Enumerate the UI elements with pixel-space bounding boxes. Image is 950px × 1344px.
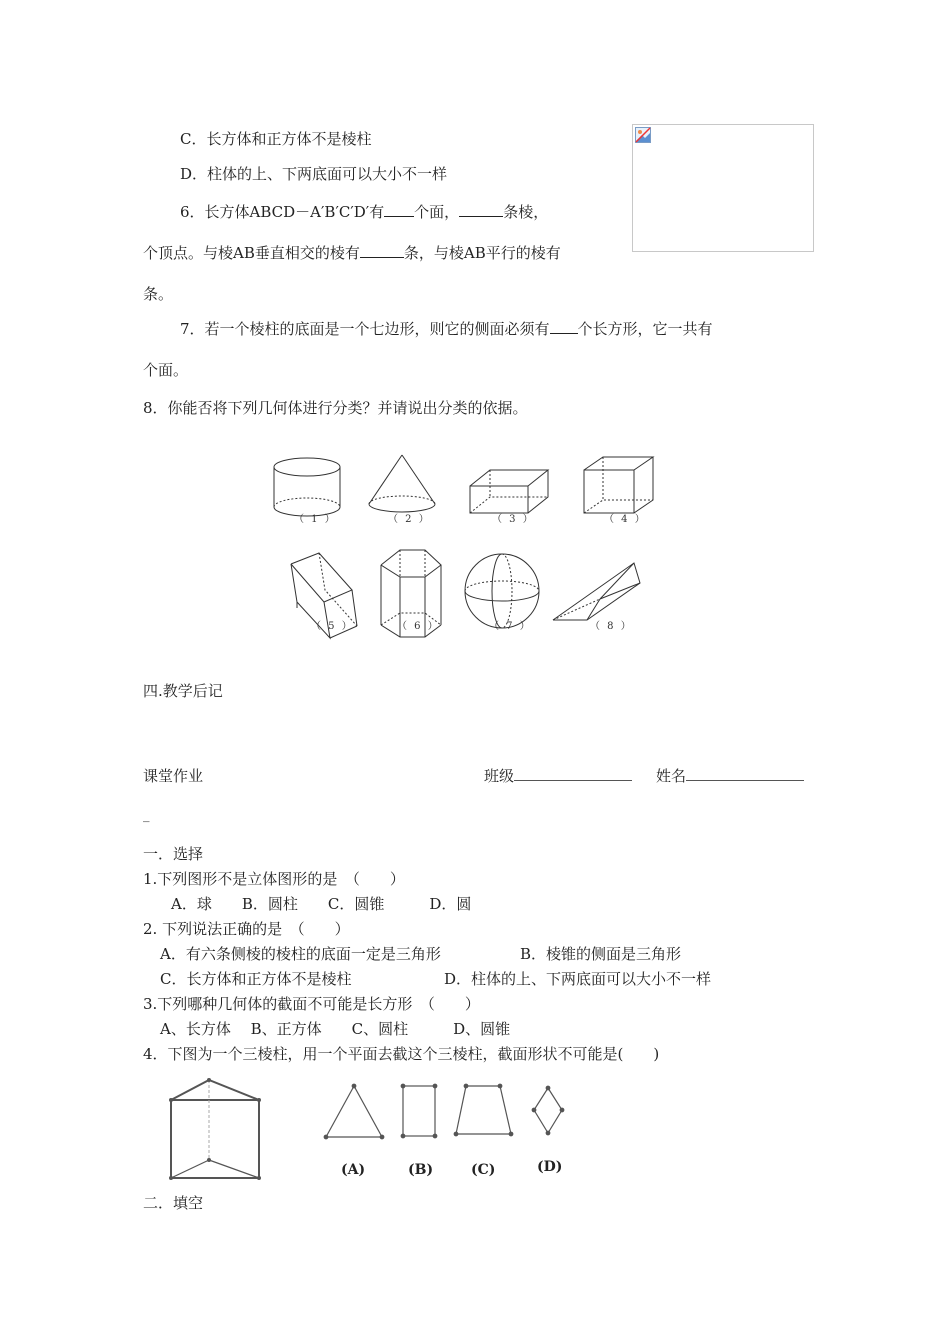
option-b-label: (B) <box>408 1162 434 1178</box>
solids-figure <box>0 440 950 640</box>
option-d-rhombus <box>532 1086 564 1135</box>
class-input[interactable] <box>514 766 632 781</box>
cross-section-figure <box>0 1070 950 1190</box>
cylinder-shape <box>274 458 340 516</box>
question-6-line3: 条。 <box>143 285 174 303</box>
question-2-option-d: D．柱体的上、下两底面可以大小不一样 <box>444 970 712 988</box>
section-heading: 四.教学后记 <box>143 682 223 700</box>
figure-label: （ 8 ） <box>590 621 633 632</box>
question-2-option-b: B．棱锥的侧面是三角形 <box>520 945 682 963</box>
cone-shape <box>369 455 435 512</box>
question-3: 3.下列哪种几何体的截面不可能是长方形 （ ） <box>143 995 480 1013</box>
figure-label: （ 4 ） <box>604 514 647 525</box>
question-6-line2: 个顶点。与棱AB垂直相交的棱有 条，与棱AB平行的棱有 <box>143 244 561 262</box>
image-placeholder <box>632 124 814 252</box>
sphere-shape <box>465 554 539 628</box>
class-field: 班级 <box>484 765 632 786</box>
name-field: 姓名 <box>656 765 804 786</box>
question-1: 1.下列图形不是立体图形的是 （ ） <box>143 870 405 888</box>
option-a-label: (A) <box>341 1162 366 1178</box>
figure-label: （ 1 ） <box>294 514 337 525</box>
answer-blank[interactable] <box>459 202 503 217</box>
option-d-line: D．柱体的上、下两底面可以大小不一样 <box>180 165 448 183</box>
option-a-triangle <box>324 1084 384 1139</box>
figure-label: （ 5 ） <box>311 621 354 632</box>
homework-title: 课堂作业 <box>143 767 204 785</box>
name-input[interactable] <box>686 766 804 781</box>
option-c-trapezoid <box>454 1084 513 1136</box>
figure-label: （ 2 ） <box>388 514 431 525</box>
question-1-options: A．球 B．圆柱 C．圆锥 D．圆 <box>171 895 472 913</box>
figure-label: （ 7 ） <box>489 621 532 632</box>
option-b-rectangle <box>401 1084 437 1138</box>
question-7-line1: 7．若一个棱柱的底面是一个七边形，则它的侧面必须有 个长方形，它一共有 <box>180 320 713 338</box>
triangular-prism-shape <box>553 563 640 620</box>
triangular-prism-figure <box>171 1080 259 1178</box>
question-3-options: A、长方体 B、正方体 C、圆柱 D、圆锥 <box>160 1020 511 1038</box>
part1-heading: 一．选择 <box>143 845 204 863</box>
question-4: 4．下图为一个三棱柱，用一个平面去截这个三棱柱，截面形状不可能是( ) <box>143 1045 660 1063</box>
question-6-line1: 6．长方体ABCD－A′B′C′D′有 个面， 条棱， <box>180 203 549 221</box>
option-c-label: (C) <box>471 1162 496 1178</box>
broken-image-icon <box>635 127 651 143</box>
cuboid-shape <box>470 470 548 513</box>
option-c-line: C．长方体和正方体不是棱柱 <box>180 130 372 148</box>
part2-heading: 二．填空 <box>143 1194 204 1212</box>
figure-label: （ 3 ） <box>492 514 535 525</box>
cube-shape <box>584 457 653 513</box>
question-2: 2. 下列说法正确的是 （ ） <box>143 920 350 938</box>
option-d-label: (D) <box>537 1159 563 1175</box>
question-2-option-a: A．有六条侧棱的棱柱的底面一定是三角形 <box>160 945 441 963</box>
answer-blank[interactable] <box>384 202 414 217</box>
figure-label: （ 6 ） <box>397 621 440 632</box>
question-8: 8．你能否将下列几何体进行分类？并请说出分类的依据。 <box>143 399 528 417</box>
answer-blank[interactable] <box>550 319 578 334</box>
question-7-line2: 个面。 <box>143 361 189 379</box>
question-2-option-c: C．长方体和正方体不是棱柱 <box>160 970 352 988</box>
dash-mark: _ <box>143 808 150 823</box>
answer-blank[interactable] <box>360 243 404 258</box>
